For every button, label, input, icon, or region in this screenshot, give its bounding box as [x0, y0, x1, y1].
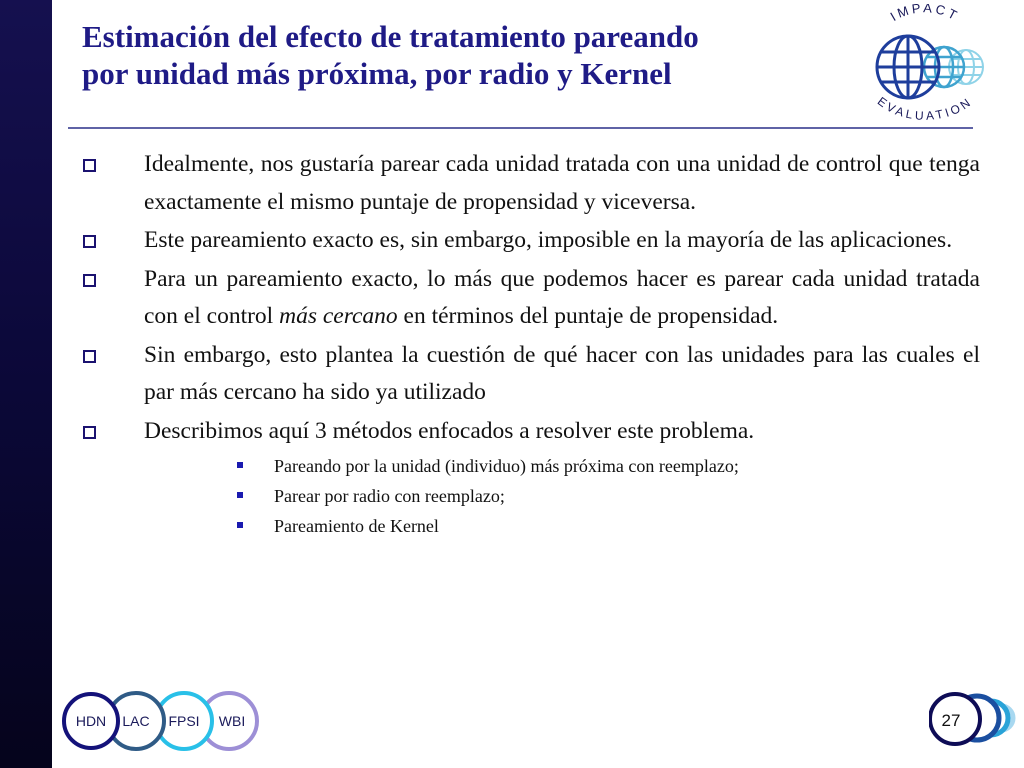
- slide-title-line-1: Estimación del efecto de tratamiento pareando: [82, 19, 699, 54]
- filled-square-bullet-icon: [237, 522, 243, 528]
- square-bullet-icon: [83, 235, 96, 248]
- sub-bullet-item: [80, 511, 980, 541]
- bullet-item: [80, 261, 980, 336]
- filled-square-bullet-icon: [237, 492, 243, 498]
- wbi-label: WBI: [218, 713, 246, 729]
- square-bullet-icon: [83, 159, 96, 172]
- title-divider-line: [68, 127, 973, 129]
- filled-square-bullet-icon: [237, 462, 243, 468]
- bullet-item: [80, 146, 980, 221]
- logo-top-text: IMPACT: [887, 4, 963, 25]
- sub-bullet-text: Parear por radio con reemplazo;: [274, 486, 505, 506]
- square-bullet-icon: [83, 426, 96, 439]
- bullet-text: Idealmente, nos gustaría parear cada unidad tratada con una unidad de control que tenga exactamente el mismo puntaje de propensidad y viceversa.: [144, 151, 980, 215]
- bullet-item: [80, 413, 980, 451]
- bullet-item: [80, 337, 980, 412]
- footer-organization-circles: [62, 690, 262, 752]
- lac-label: LAC: [122, 713, 150, 729]
- slide-title-line-2: por unidad más próxima, por radio y Kernel: [82, 56, 672, 91]
- fpsi-label: FPSI: [168, 713, 200, 729]
- globe-icon-large: [877, 36, 939, 98]
- page-number: 27: [941, 711, 961, 730]
- left-sidebar-band: [0, 0, 52, 768]
- bullet-text-post: en términos del puntaje de propensidad.: [397, 303, 779, 329]
- square-bullet-icon: [83, 274, 96, 287]
- square-bullet-icon: [83, 350, 96, 363]
- impact-evaluation-logo: [860, 4, 990, 122]
- hdn-circle: [64, 694, 118, 748]
- bullet-text: Sin embargo, esto plantea la cuestión de qué hacer con las unidades para las cuales el par más cercano ha sido ya utilizado: [144, 341, 980, 405]
- bullet-text: Describimos aquí 3 métodos enfocados a resolver este problema.: [144, 417, 755, 444]
- sub-bullet-item: [80, 481, 980, 511]
- sub-bullet-text: Pareando por la unidad (individuo) más próxima con reemplazo;: [274, 456, 739, 476]
- bullet-text: Este pareamiento exacto es, sin embargo, imposible en la mayoría de las aplicaciones.: [144, 227, 953, 253]
- bullet-item: [80, 222, 980, 260]
- hdn-label: HDN: [75, 713, 107, 729]
- bullet-text-pre: Para un pareamiento exacto, lo más que podemos hacer es parear cada unidad tratada con el control: [144, 265, 980, 329]
- slide-body: [80, 146, 980, 541]
- sub-bullet-item: [80, 451, 980, 481]
- slide-title: [82, 18, 862, 92]
- sub-bullet-text: Pareamiento de Kernel: [274, 516, 439, 536]
- page-number-badge: [929, 690, 1019, 752]
- bullet-emphasis: más cercano: [279, 303, 398, 329]
- logo-bottom-text: EVALUATION: [874, 94, 976, 122]
